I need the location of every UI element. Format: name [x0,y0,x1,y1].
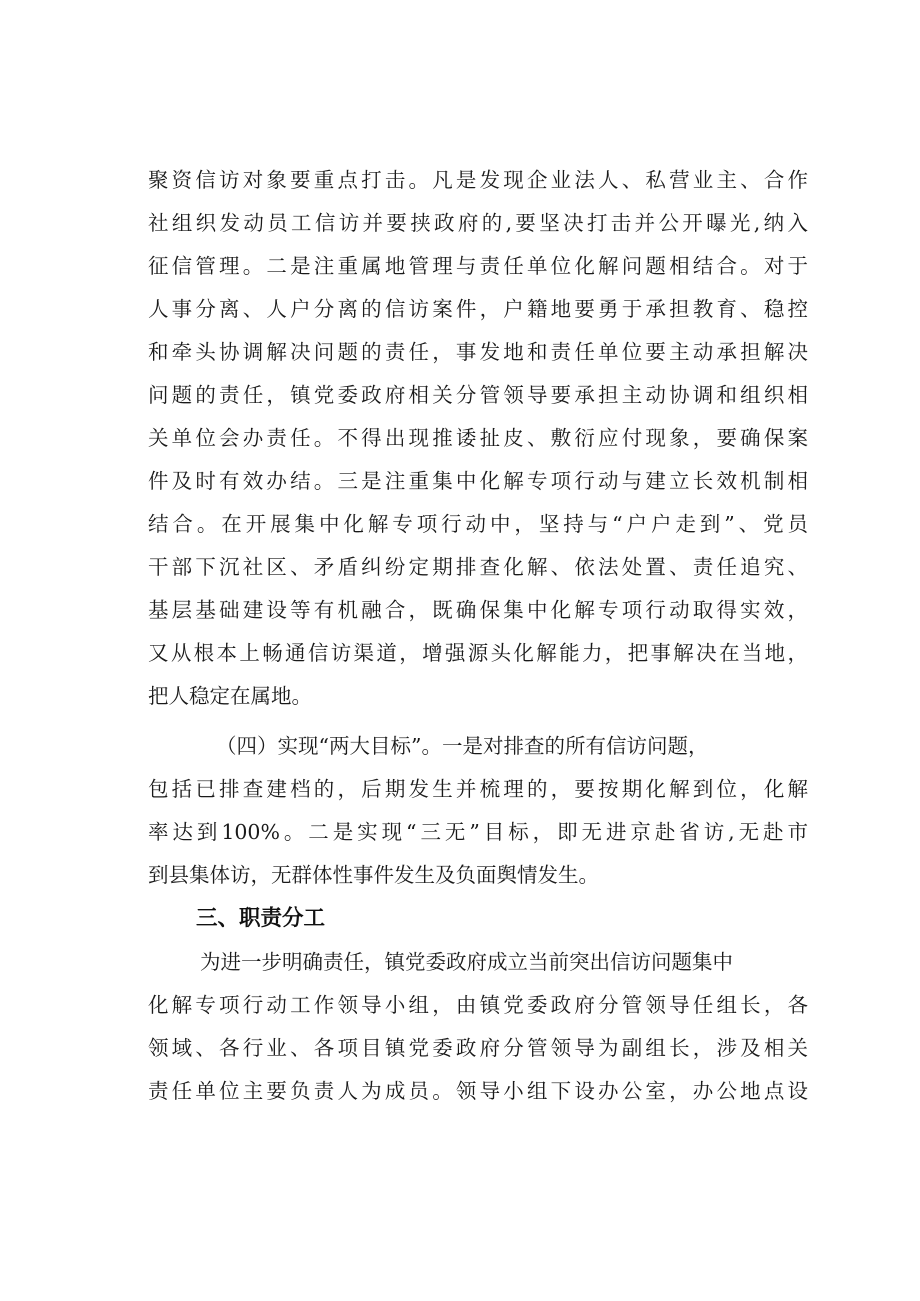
paragraph-line: 关单位会办责任。不得出现推诿扯皮、敷衍应付现象，要确保案 [148,426,808,450]
paragraph-line: 干部下沉社区、矛盾纠纷定期排查化解、依法处置、责任追究、 [148,555,808,579]
paragraph-line: （四）实现“两大目标”。一是对排查的所有信访问题， [216,734,709,758]
paragraph-line: 和牵头协调解决问题的责任，事发地和责任单位要主动承担解决 [148,340,808,364]
section-heading: 三、职责分工 [196,906,326,931]
paragraph-line: 聚资信访对象要重点打击。凡是发现企业法人、私营业主、合作 [148,168,808,192]
paragraph-line: 化解专项行动工作领导小组，由镇党委政府分管领导任组长，各 [148,993,808,1017]
paragraph-line: 人事分离、人户分离的信访案件，户籍地要勇于承担教育、稳控 [148,297,808,321]
paragraph-line: 又从根本上畅通信访渠道，增强源头化解能力，把事解决在当地， [148,641,808,665]
paragraph-line: 社组织发动员工信访并要挟政府的,要坚决打击并公开曝光,纳入 [148,211,808,235]
paragraph-line: 征信管理。二是注重属地管理与责任单位化解问题相结合。对于 [148,254,808,278]
paragraph-line: 包括已排查建档的，后期发生并梳理的，要按期化解到位，化解 [148,777,808,801]
paragraph-line: 率达到100%。二是实现“三无”目标，即无进京赴省访,无赴市 [148,820,808,844]
paragraph-line: 领域、各行业、各项目镇党委政府分管领导为副组长，涉及相关 [148,1036,808,1060]
paragraph-line: 把人稳定在属地。 [148,684,312,708]
paragraph-line: 基层基础建设等有机融合，既确保集中化解专项行动取得实效， [148,598,808,622]
paragraph-line: 件及时有效办结。三是注重集中化解专项行动与建立长效机制相 [148,469,808,493]
paragraph-line: 到县集体访，无群体性事件发生及负面舆情发生。 [148,863,599,887]
paragraph-line: 结合。在开展集中化解专项行动中，坚持与“户户走到”、党员 [148,512,808,536]
paragraph-line: 为进一步明确责任，镇党委政府成立当前突出信访问题集中 [200,950,733,974]
paragraph-line: 问题的责任，镇党委政府相关分管领导要承担主动协调和组织相 [148,383,808,407]
paragraph-line: 责任单位主要负责人为成员。领导小组下设办公室，办公地点设 [148,1079,808,1103]
